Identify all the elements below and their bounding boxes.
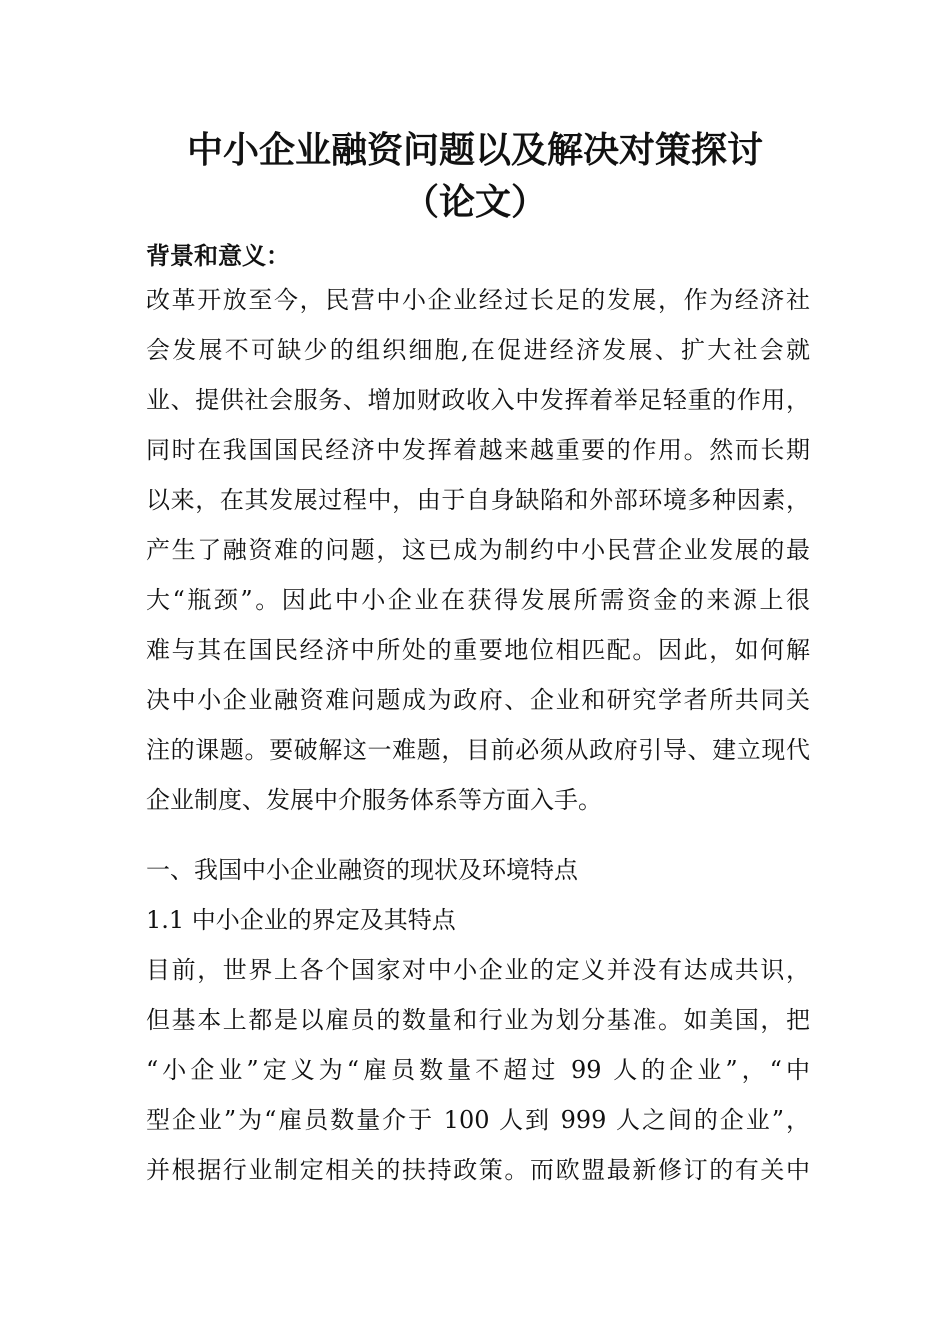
paragraph-line: “小企业”定义为“雇员数量不超过 99 人的企业”，“中 [146,1056,810,1084]
paragraph-line: 型企业”为“雇员数量介于 100 人到 999 人之间的企业”， [146,1106,810,1134]
paragraph-line: 业、提供社会服务、增加财政收入中发挥着举足轻重的作用， [146,386,810,414]
paragraph-line: 产生了融资难的问题，这已成为制约中小民营企业发展的最 [146,536,810,564]
subsection-heading: 1.1 中小企业的界定及其特点 [146,906,456,934]
paragraph-line: 会发展不可缺少的组织细胞,在促进经济发展、扩大社会就 [146,336,810,364]
paragraph-line: 同时在我国国民经济中发挥着越来越重要的作用。然而长期 [146,436,810,464]
paragraph-line: 以来，在其发展过程中，由于自身缺陷和外部环境多种因素， [146,486,810,514]
paragraph-line: 并根据行业制定相关的扶持政策。而欧盟最新修订的有关中 [146,1156,810,1184]
background-heading: 背景和意义： [146,241,290,270]
document-title-line-2: （论文） [402,181,547,223]
document-title-line-1: 中小企业融资问题以及解决对策探讨 [186,129,763,171]
paragraph-line: 但基本上都是以雇员的数量和行业为划分基准。如美国，把 [146,1006,810,1034]
paragraph-line: 目前，世界上各个国家对中小企业的定义并没有达成共识， [146,956,810,984]
paragraph-line: 改革开放至今，民营中小企业经过长足的发展，作为经济社 [146,286,810,314]
paragraph-line: 注的课题。要破解这一难题，目前必须从政府引导、建立现代 [146,736,810,764]
section-heading: 一、我国中小企业融资的现状及环境特点 [146,856,578,884]
paragraph-line: 企业制度、发展中介服务体系等方面入手。 [146,786,602,814]
paragraph-line: 决中小企业融资难问题成为政府、企业和研究学者所共同关 [146,686,810,714]
paragraph-line: 难与其在国民经济中所处的重要地位相匹配。因此，如何解 [146,636,810,664]
paragraph-line: 大“瓶颈”。因此中小企业在获得发展所需资金的来源上很 [146,586,810,614]
